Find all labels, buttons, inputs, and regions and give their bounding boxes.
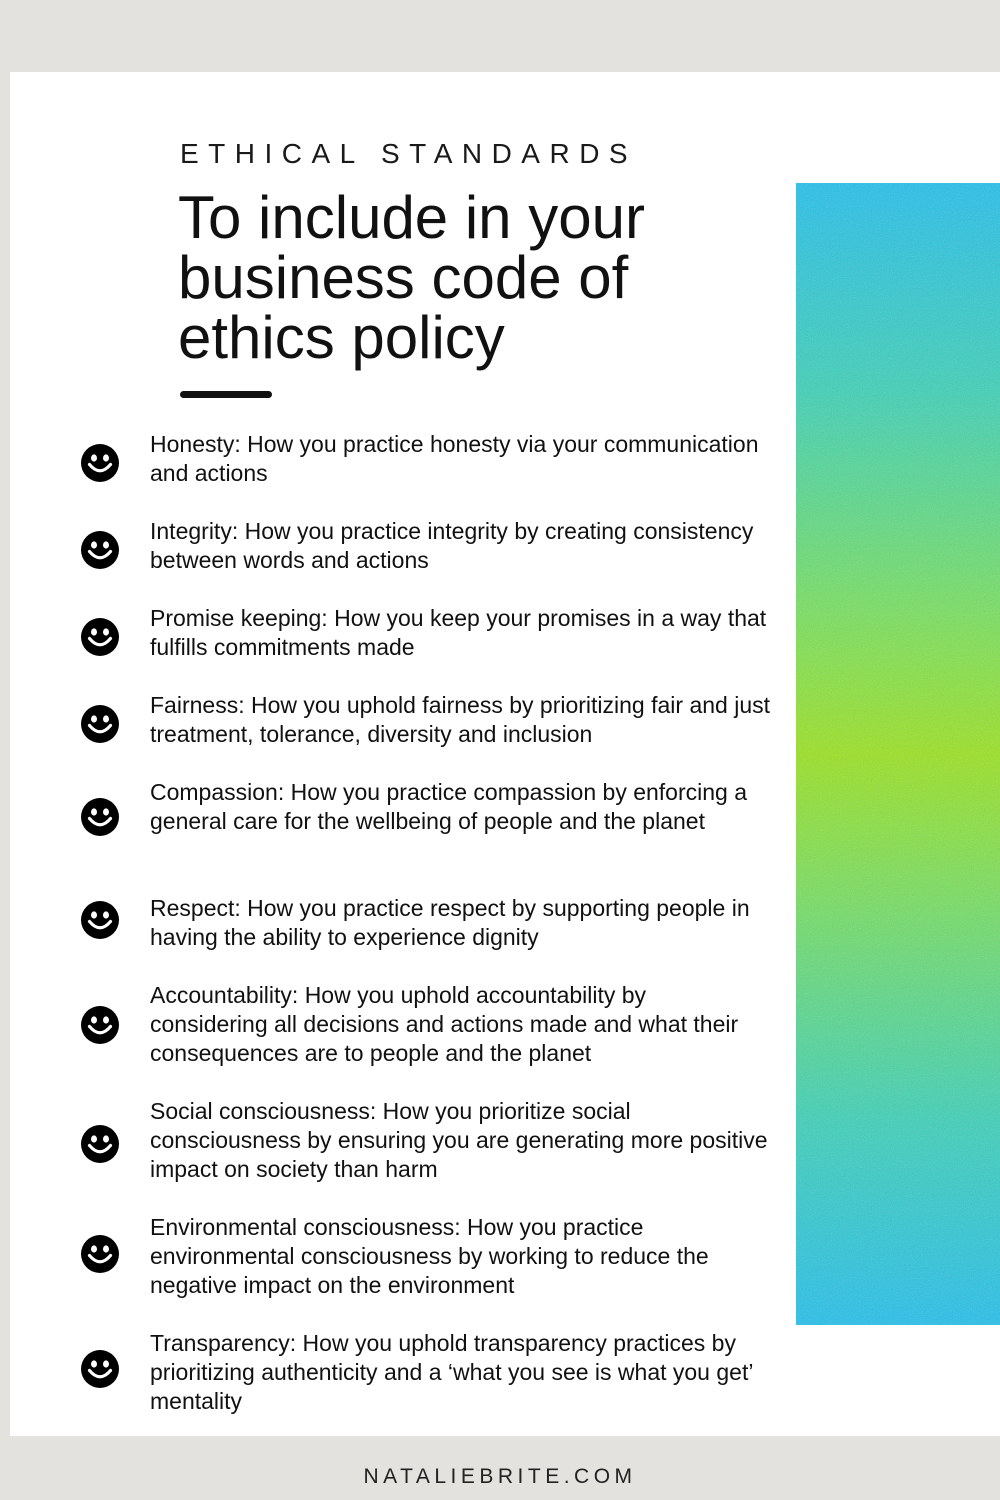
footer-site-url: NATALIEBRITE.COM (363, 1465, 637, 1488)
smiley-icon (80, 443, 120, 483)
list-item-text: Integrity: How you practice integrity by creating consistency between words and actions (150, 518, 754, 573)
smiley-icon (80, 900, 120, 940)
smiley-icon (80, 1124, 120, 1164)
list-item-text: Environmental consciousness: How you practice environmental consciousness by working to reduce the negative impact on the environment (150, 1214, 709, 1298)
smiley-icon (80, 1349, 120, 1389)
list-item-text: Accountability: How you uphold accountability by considering all decisions and actions made and what their consequences are to people and the planet (150, 982, 739, 1066)
list-item-text: Respect: How you practice respect by supporting people in having the ability to experience dignity (150, 895, 750, 950)
smiley-icon (80, 797, 120, 837)
list-item-text: Transparency: How you uphold transparency practices by prioritizing authenticity and a ‘what you see is what you get’ mentality (150, 1330, 753, 1414)
smiley-icon (80, 1234, 120, 1274)
smiley-icon (80, 617, 120, 657)
list-item-text: Promise keeping: How you keep your promises in a way that fulfills commitments made (150, 605, 767, 660)
list-item-text: Social consciousness: How you prioritize social consciousness by ensuring you are generating more positive impact on society than harm (150, 1098, 768, 1182)
list-item-text: Honesty: How you practice honesty via your communication and actions (150, 431, 759, 486)
list-item-text: Fairness: How you uphold fairness by prioritizing fair and just treatment, tolerance, diversity and inclusion (150, 692, 771, 747)
smiley-icon (80, 530, 120, 570)
page-title: To include in your business code of ethics policy (178, 184, 645, 371)
section-eyebrow: ETHICAL STANDARDS (180, 138, 638, 169)
list-item-text: Compassion: How you practice compassion by enforcing a general care for the wellbeing of people and the planet (150, 779, 748, 834)
smiley-icon (80, 1005, 120, 1045)
smiley-icon (80, 704, 120, 744)
